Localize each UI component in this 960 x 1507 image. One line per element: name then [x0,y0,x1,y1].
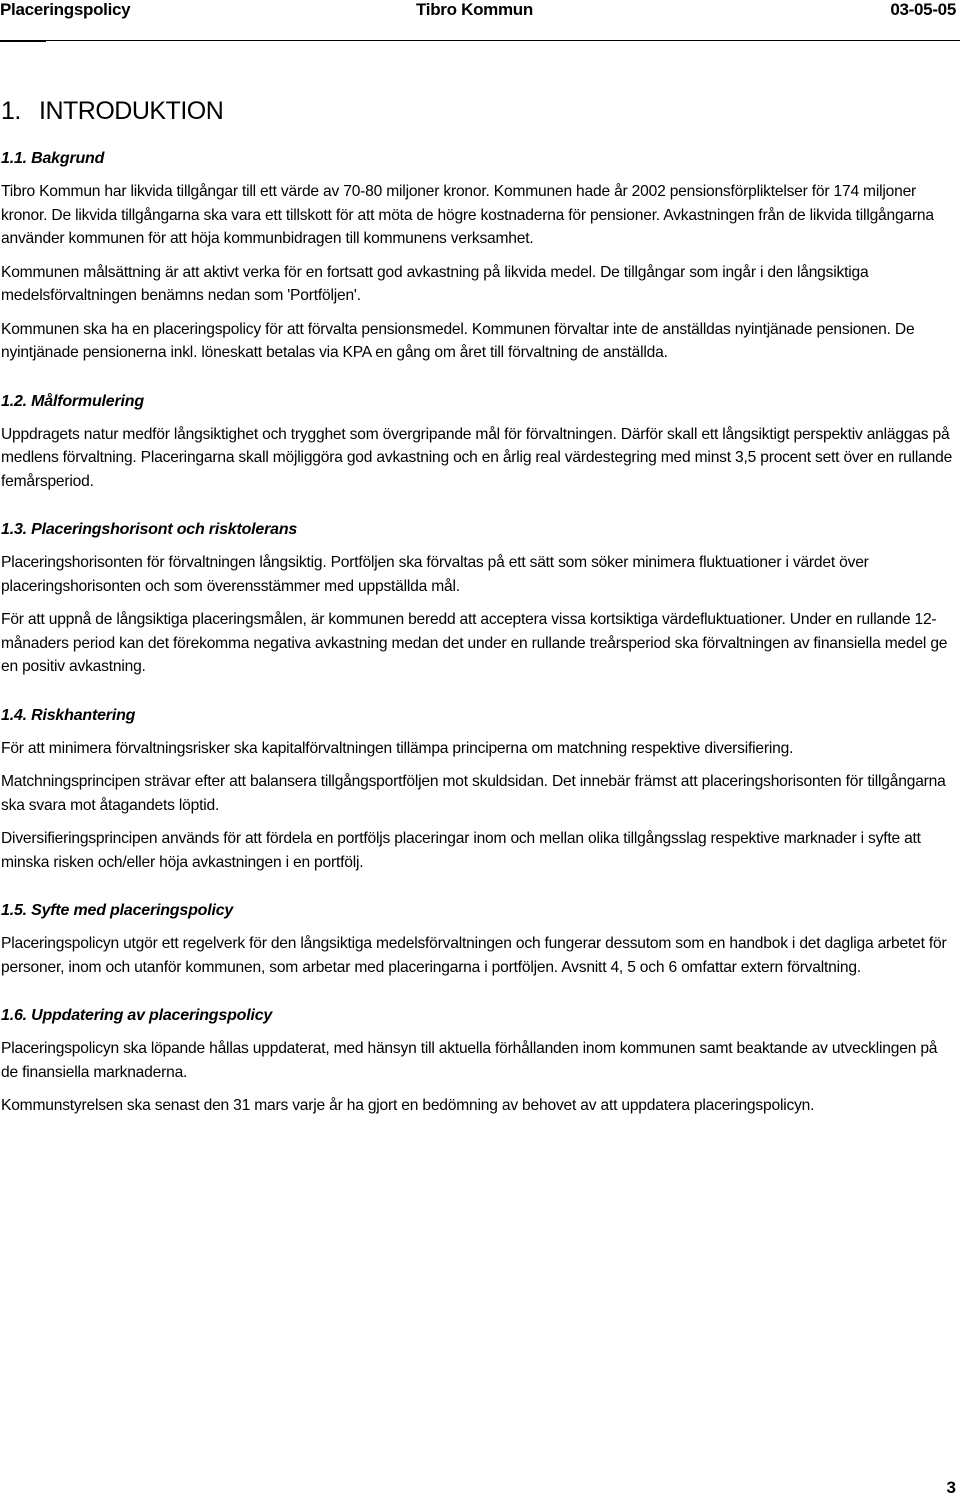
header-organization: Tibro Kommun [416,0,533,19]
paragraph: Placeringshorisonten för förvaltningen långsiktig. Portföljen ska förvaltas på ett sätt som söker minimera fluktuationer i värdet över placeringshorisonten och som överensstämmer med uppställda mål. [1,554,869,595]
paragraph: Kommunstyrelsen ska senast den 31 mars varje år ha gjort en bedömning av behovet av att uppdatera placeringspolicyn. [1,1097,815,1114]
section-heading: 1.3. Placeringshorisont och risktolerans [1,521,298,538]
chapter-heading [1,96,953,126]
paragraph: För att uppnå de långsiktiga placeringsmålen, är kommunen beredd att acceptera vissa kortsiktiga värdefluktuationer. Under en rullande 12-månaders period kan det förekomma negativa avkastning medan det under en rullande treårsperiod ska förvaltningen av finansiella medel ge en positiv avkastning. [1,611,948,675]
paragraph: Kommunen ska ha en placeringspolicy för att förvalta pensionsmedel. Kommunen förvaltar inte de anställdas nyintjänade pensionen. De nyintjänade pensionerna inkl. löneskatt betalas via KPA en gång om året till förvaltning de anställda. [1,320,915,361]
section-bakgrund [1,148,953,365]
paragraph: Placeringspolicyn ska löpande hållas uppdaterat, med hänsyn till aktuella förhållanden inom kommunen samt beaktande av utvecklingen på de finansiella marknaderna. [1,1040,938,1081]
paragraph: För att minimera förvaltningsrisker ska kapitalförvaltningen tillämpa principerna om matchning respektive diversifiering. [1,739,794,757]
page-number: 3 [946,1478,956,1497]
paragraph: Diversifieringsprincipen används för att fördela en portföljs placeringar inom och mellan olika tillgångsslag respektive marknader i syfte att minska risken och/eller höja avkastningen i en portfölj. [1,830,921,871]
paragraph: Placeringspolicyn utgör ett regelverk för den långsiktiga medelsförvaltningen och fungerar dessutom som en handbok i det dagliga arbetet för personer, inom och utanför kommunen, som arbetar med placeringarna i portföljen. Avsnitt 4, 5 och 6 omfattar extern förvaltning. [1,935,947,976]
section-heading: 1.2. Målformulering [1,392,144,410]
header-date: 03-05-05 [890,0,956,19]
page-header [0,0,960,24]
section-heading: 1.1. Bakgrund [1,150,105,167]
section-riskhantering [1,705,953,875]
section-placeringshorisont [1,519,953,679]
section-heading: 1.5. Syfte med placeringspolicy [1,902,234,919]
chapter-title: INTRODUKTION [39,97,224,125]
section-heading: 1.6. Uppdatering av placeringspolicy [1,1007,273,1024]
section-heading: 1.4. Riskhantering [1,706,136,724]
header-rule-accent [0,40,46,42]
paragraph: Matchningsprincipen strävar efter att balansera tillgångsportföljen mot skuldsidan. Det innebär främst att placeringshorisonten för tillgångarna ska svara mot åtagandets löptid. [1,773,946,814]
header-rule [0,40,960,41]
section-malformulering [1,391,953,494]
paragraph: Tibro Kommun har likvida tillgångar till ett värde av 70-80 miljoner kronor. Kommunen hade år 2002 pensionsförpliktelser för 174 miljoner kronor. De likvida tillgångarna ska vara ett tillskott för att möta de högre kostnaderna för pensioner. Avkastningen från de likvida tillgångarna använder kommunen för att höja kommunbidragen till kommunens verksamhet. [1,183,934,247]
paragraph: Kommunen målsättning är att aktivt verka för en fortsatt god avkastning på likvida medel. De tillgångar som ingår i den långsiktiga medelsförvaltningen benämns nedan som 'Portföljen'. [1,263,869,304]
section-syfte [1,900,953,979]
header-document-title: Placeringspolicy [0,0,131,19]
paragraph: Uppdragets natur medför långsiktighet och trygghet som övergripande mål för förvaltningen. Därför skall ett långsiktigt perspektiv anläggas på medlens förvaltning. Placeringarna skall möjliggöra god avkastning och en årlig real värdestegring med minst 3,5 procent sett över en rullande femårsperiod. [1,425,953,490]
section-uppdatering [1,1005,953,1118]
document-body [1,96,953,1128]
chapter-number: 1. [1,97,21,125]
